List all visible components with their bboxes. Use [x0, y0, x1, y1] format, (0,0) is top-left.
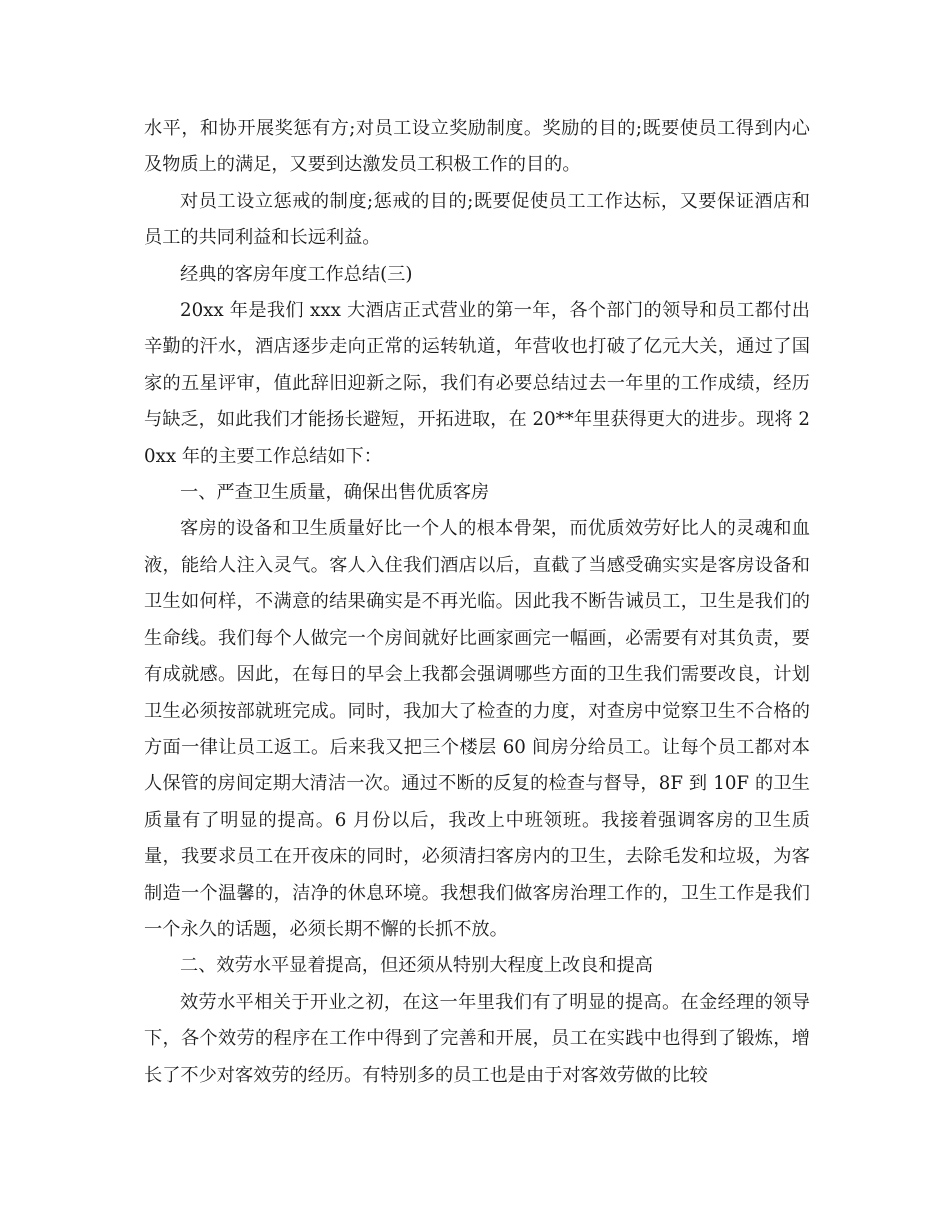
paragraph-hygiene: 客房的设备和卫生质量好比一个人的根本骨架，而优质效劳好比人的灵魂和血液，能给人注入灵气。客人入住我们酒店以后，直截了当感受确实实是客房设备和卫生如何样，不满意的结果确实是不再光临。因此我不断告诫员工，卫生是我们的生命线。我们每个人做完一个房间就好比画家画完一幅画，必需要有对其负责，要有成就感。因此，在每日的早会上我都会强调哪些方面的卫生我们需要改良，计划卫生必须按部就班完成。同时，我加大了检查的力度，对查房中觉察卫生不合格的方面一律让员工返工。后来我又把三个楼层 60 间房分给员工。让每个员工都对本人保管的房间定期大清洁一次。通过不断的反复的检查与督导，8F 到 10F 的卫生质量有了明显的提高。6 月份以后，我改上中班领班。我接着强调客房的卫生质量，我要求员工在开夜床的同时，必须清扫客房内的卫生，去除毛发和垃圾，为客制造一个温馨的，洁净的休息环境。我想我们做客房治理工作的，卫生工作是我们一个永久的话题，必须长期不懈的长抓不放。	[144, 518, 810, 940]
paragraph-intro: 20xx 年是我们 xxx 大酒店正式营业的第一年，各个部门的领导和员工都付出辛勤的汗水，酒店逐步走向正常的运转轨道，年营收也打破了亿元大关，通过了国家的五星评审，值此辞旧迎新之际，我们有必要总结过去一年里的工作成绩，经历与缺乏，如此我们才能扬长避短，开拓进取，在 20**年里获得更大的进步。现将 20xx 年的主要工作总结如下：	[144, 300, 810, 467]
paragraph-1: 水平，和协开展奖惩有方;对员工设立奖励制度。奖励的目的;既要使员工得到内心及物质上的满足，又要到达激发员工积极工作的目的。	[144, 118, 810, 176]
section-heading-2: 二、效劳水平显着提高，但还须从特别大程度上改良和提高	[180, 955, 653, 977]
paragraph-2: 对员工设立惩戒的制度;惩戒的目的;既要促使员工工作达标，又要保证酒店和员工的共同利益和长远利益。	[144, 190, 810, 249]
document-body	[144, 111, 810, 1094]
section-title: 经典的客房年度工作总结(三)	[180, 263, 413, 285]
section-heading-1: 一、严查卫生质量，确保出售优质客房	[180, 482, 490, 504]
paragraph-service: 效劳水平相关于开业之初，在这一年里我们有了明显的提高。在金经理的领导下，各个效劳的程序在工作中得到了完善和开展，员工在实践中也得到了锻炼，增长了不少对客效劳的经历。有特别多的员工也是由于对客效劳做的比较	[144, 991, 810, 1086]
